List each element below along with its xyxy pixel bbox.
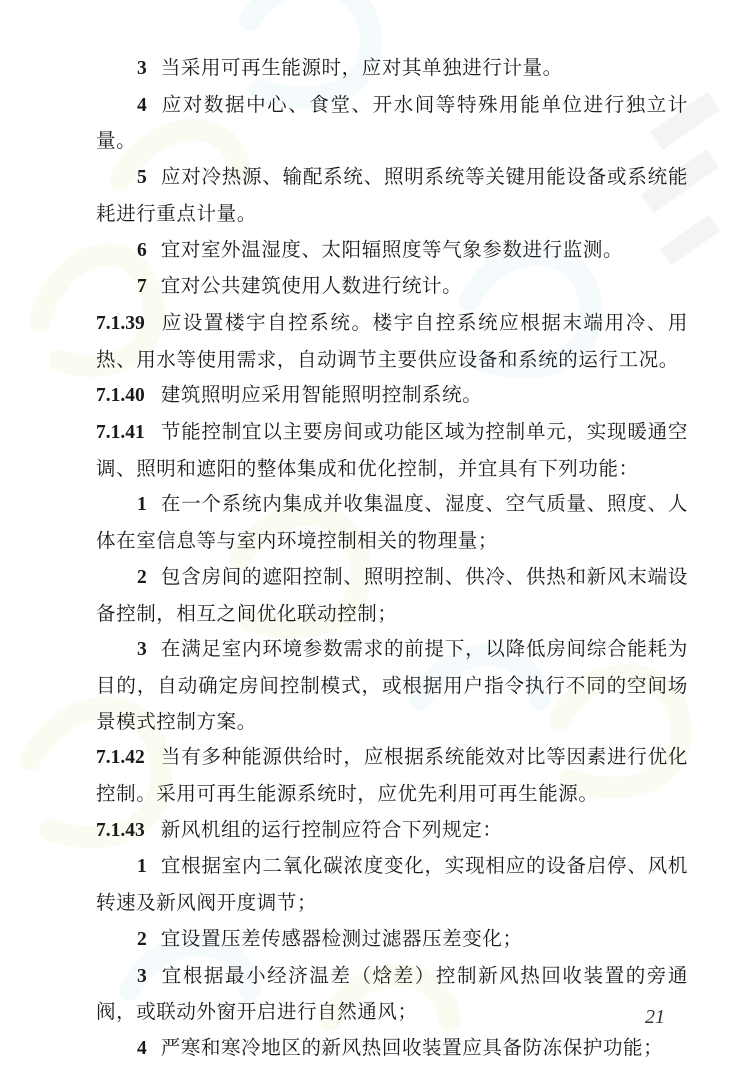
clause-number: 7.1.39 [96,312,145,334]
paragraph-text: 节能控制宜以主要房间或功能区域为控制单元，实现暖通空调、照明和遮阳的整体集成和优化控制，并宜具有下列功能： [96,420,688,480]
item-number: 2 [137,928,147,950]
clause-number: 7.1.40 [96,385,145,407]
paragraph-text: 建筑照明应采用智能照明控制系统。 [160,383,483,407]
list-item-paragraph [96,159,688,231]
paragraph-text: 应对冷热源、输配系统、照明系统等关键用能设备或系统能耗进行重点计量。 [96,165,688,225]
paragraph-text: 宜对公共建筑使用人数进行统计。 [160,274,463,298]
item-number: 4 [137,1037,147,1059]
item-number: 3 [137,965,147,987]
item-number: 6 [137,239,147,261]
paragraph-text: 应对数据中心、食堂、开水间等特殊用能单位进行独立计量。 [96,92,688,153]
item-number: 3 [137,58,147,79]
paragraph-text: 当采用可再生能源时，应对其单独进行计量。 [160,56,563,79]
paragraph-text: 应设置楼宇自控系统。楼宇自控系统应根据末端用冷、用热、用水等使用需求，自动调节主要供应设备和系统的运行工况。 [96,310,688,371]
item-number: 5 [137,167,147,189]
paragraph-text: 在满足室内环境参数需求的前提下，以降低房间综合能耗为目的，自动确定房间控制模式，或根据用户指令执行不同的空间场景模式控制方案。 [96,637,688,733]
list-item-paragraph [96,921,688,958]
page-number: 21 [645,1006,665,1028]
clause-paragraph [96,414,688,486]
list-item-paragraph [96,50,688,87]
paragraph-text: 宜设置压差传感器检测过滤器压差变化； [160,926,523,950]
paragraph-text: 宜对室外温湿度、太阳辐照度等气象参数进行监测。 [160,237,624,261]
paragraph-text: 当有多种能源供给时，应根据系统能效对比等因素进行优化控制。采用可再生能源系统时，应优先利用可再生能源。 [96,745,688,806]
paragraph-text: 包含房间的遮阳控制、照明控制、供冷、供热和新风末端设备控制，相互之间优化联动控制； [96,564,688,625]
clause-number: 7.1.41 [96,422,145,444]
list-item-paragraph [96,631,688,739]
paragraph-text: 在一个系统内集成并收集温度、湿度、空气质量、照度、人体在室信息等与室内环境控制相关的物理量； [96,492,688,553]
list-item-paragraph [96,1030,688,1067]
item-number: 3 [137,639,147,661]
paragraph-text: 严寒和寒冷地区的新风热回收装置应具备防冻保护功能； [160,1035,664,1059]
paragraph-text: 宜根据室内二氧化碳浓度变化，实现相应的设备启停、风机转速及新风阀开度调节； [96,854,688,915]
list-item-paragraph [96,268,688,305]
item-number: 2 [137,566,147,588]
list-item-paragraph [96,848,688,920]
paragraph-text: 宜根据最小经济温差（焓差）控制新风热回收装置的旁通阀，或联动外窗开启进行自然通风； [96,963,688,1024]
list-item-paragraph [96,87,688,159]
clause-paragraph [96,377,688,414]
list-item-paragraph [96,559,688,631]
clause-paragraph [96,305,688,377]
item-number: 1 [137,856,147,878]
clause-number: 7.1.43 [96,819,145,841]
document-body [96,50,688,1067]
item-number: 4 [137,94,147,116]
list-item-paragraph [96,232,688,269]
list-item-paragraph [96,958,688,1030]
list-item-paragraph [96,486,688,558]
clause-paragraph [96,812,688,849]
paragraph-text: 新风机组的运行控制应符合下列规定： [160,817,503,841]
item-number: 7 [137,276,147,298]
item-number: 1 [137,494,147,516]
clause-number: 7.1.42 [96,747,145,769]
clause-paragraph [96,739,688,811]
